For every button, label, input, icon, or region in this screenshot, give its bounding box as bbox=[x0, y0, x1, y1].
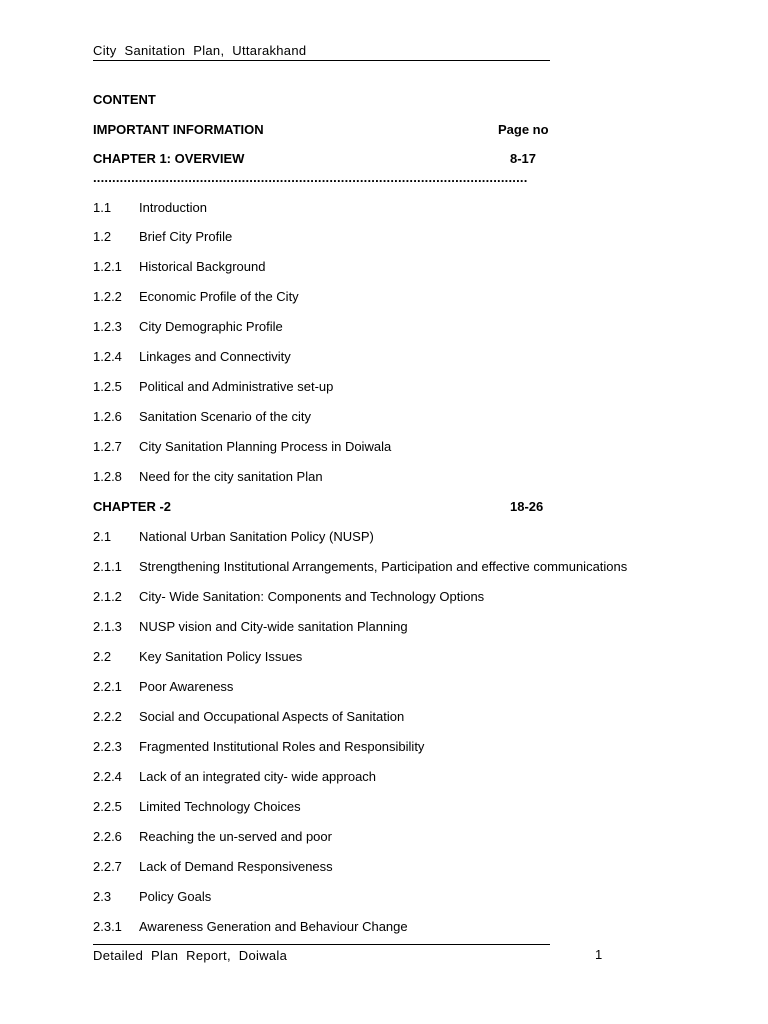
toc-entry-number: 1.1 bbox=[93, 200, 112, 215]
toc-entry-number: 2.2.5 bbox=[93, 799, 122, 814]
toc-entry-title: Fragmented Institutional Roles and Responsibility bbox=[139, 739, 425, 754]
toc-entry-number: 1.2.5 bbox=[93, 379, 122, 394]
toc-entry-number: 1.2 bbox=[93, 229, 112, 244]
toc-entry-title: Introduction bbox=[139, 200, 207, 215]
toc-entry-title: Awareness Generation and Behaviour Change bbox=[139, 919, 408, 934]
toc-entry-number: 1.2.8 bbox=[93, 469, 122, 484]
toc-entry-title: Lack of Demand Responsiveness bbox=[139, 859, 333, 874]
toc-entry-number: 2.1.3 bbox=[93, 619, 122, 634]
toc-entry-title: Economic Profile of the City bbox=[139, 289, 299, 304]
toc-entry-title: Linkages and Connectivity bbox=[139, 349, 291, 364]
toc-entry-number: 1.2.6 bbox=[93, 409, 122, 424]
toc-entry-title: Poor Awareness bbox=[139, 679, 234, 694]
toc-entry-title: City Sanitation Planning Process in Doiwala bbox=[139, 439, 392, 454]
toc-entry-title: Sanitation Scenario of the city bbox=[139, 409, 311, 424]
toc-entry-number: 2.2.7 bbox=[93, 859, 122, 874]
toc-entry-number: 2.1.1 bbox=[93, 559, 122, 574]
toc-entry-title: Political and Administrative set-up bbox=[139, 379, 334, 394]
page-no-label: Page no bbox=[498, 122, 549, 137]
chapter-1-pages: 8-17 bbox=[510, 151, 537, 166]
toc-entry-number: 1.2.2 bbox=[93, 289, 122, 304]
toc-entry-title: Brief City Profile bbox=[139, 229, 233, 244]
toc-entry-number: 2.2 bbox=[93, 649, 112, 664]
toc-entry-title: City- Wide Sanitation: Components and Technology Options bbox=[139, 589, 485, 604]
toc-entry-title: Strengthening Institutional Arrangements, Participation and effective communications bbox=[139, 559, 628, 574]
toc-entry-number: 2.3.1 bbox=[93, 919, 122, 934]
chapter-1-title: CHAPTER 1: OVERVIEW bbox=[93, 151, 245, 166]
toc-entry-number: 1.2.3 bbox=[93, 319, 122, 334]
toc-entry-number: 2.2.6 bbox=[93, 829, 122, 844]
dotted-rule: .................................................................................................................. bbox=[93, 170, 528, 185]
toc-entry-title: Lack of an integrated city- wide approach bbox=[139, 769, 377, 784]
chapter-2-pages: 18-26 bbox=[510, 499, 544, 514]
toc-entry-number: 2.2.2 bbox=[93, 709, 122, 724]
toc-entry-title: City Demographic Profile bbox=[139, 319, 283, 334]
running-footer: Detailed Plan Report, Doiwala bbox=[93, 944, 550, 963]
toc-entry-number: 2.1.2 bbox=[93, 589, 122, 604]
page-number: 1 bbox=[595, 947, 603, 962]
toc-entry-title: Need for the city sanitation Plan bbox=[139, 469, 323, 484]
toc-entry-number: 1.2.4 bbox=[93, 349, 122, 364]
toc-entry-number: 1.2.1 bbox=[93, 259, 122, 274]
content-heading: CONTENT bbox=[93, 92, 156, 107]
important-information-heading: IMPORTANT INFORMATION bbox=[93, 122, 264, 137]
toc-entry-number: 2.3 bbox=[93, 889, 112, 904]
toc-entry-number: 2.1 bbox=[93, 529, 112, 544]
toc-entry-title: Social and Occupational Aspects of Sanitation bbox=[139, 709, 405, 724]
toc-entry-title: National Urban Sanitation Policy (NUSP) bbox=[139, 529, 374, 544]
toc-entry-number: 2.2.3 bbox=[93, 739, 122, 754]
toc-entry-number: 2.2.1 bbox=[93, 679, 122, 694]
running-header: City Sanitation Plan, Uttarakhand bbox=[93, 43, 550, 61]
toc-entry-title: Policy Goals bbox=[139, 889, 212, 904]
toc-entry-title: Reaching the un-served and poor bbox=[139, 829, 332, 844]
chapter-2-title: CHAPTER -2 bbox=[93, 499, 172, 514]
toc-entry-title: Key Sanitation Policy Issues bbox=[139, 649, 303, 664]
toc-entry-title: Limited Technology Choices bbox=[139, 799, 301, 814]
toc-entry-number: 2.2.4 bbox=[93, 769, 122, 784]
toc-entry-title: NUSP vision and City-wide sanitation Planning bbox=[139, 619, 408, 634]
toc-entry-number: 1.2.7 bbox=[93, 439, 122, 454]
toc-entry-title: Historical Background bbox=[139, 259, 266, 274]
